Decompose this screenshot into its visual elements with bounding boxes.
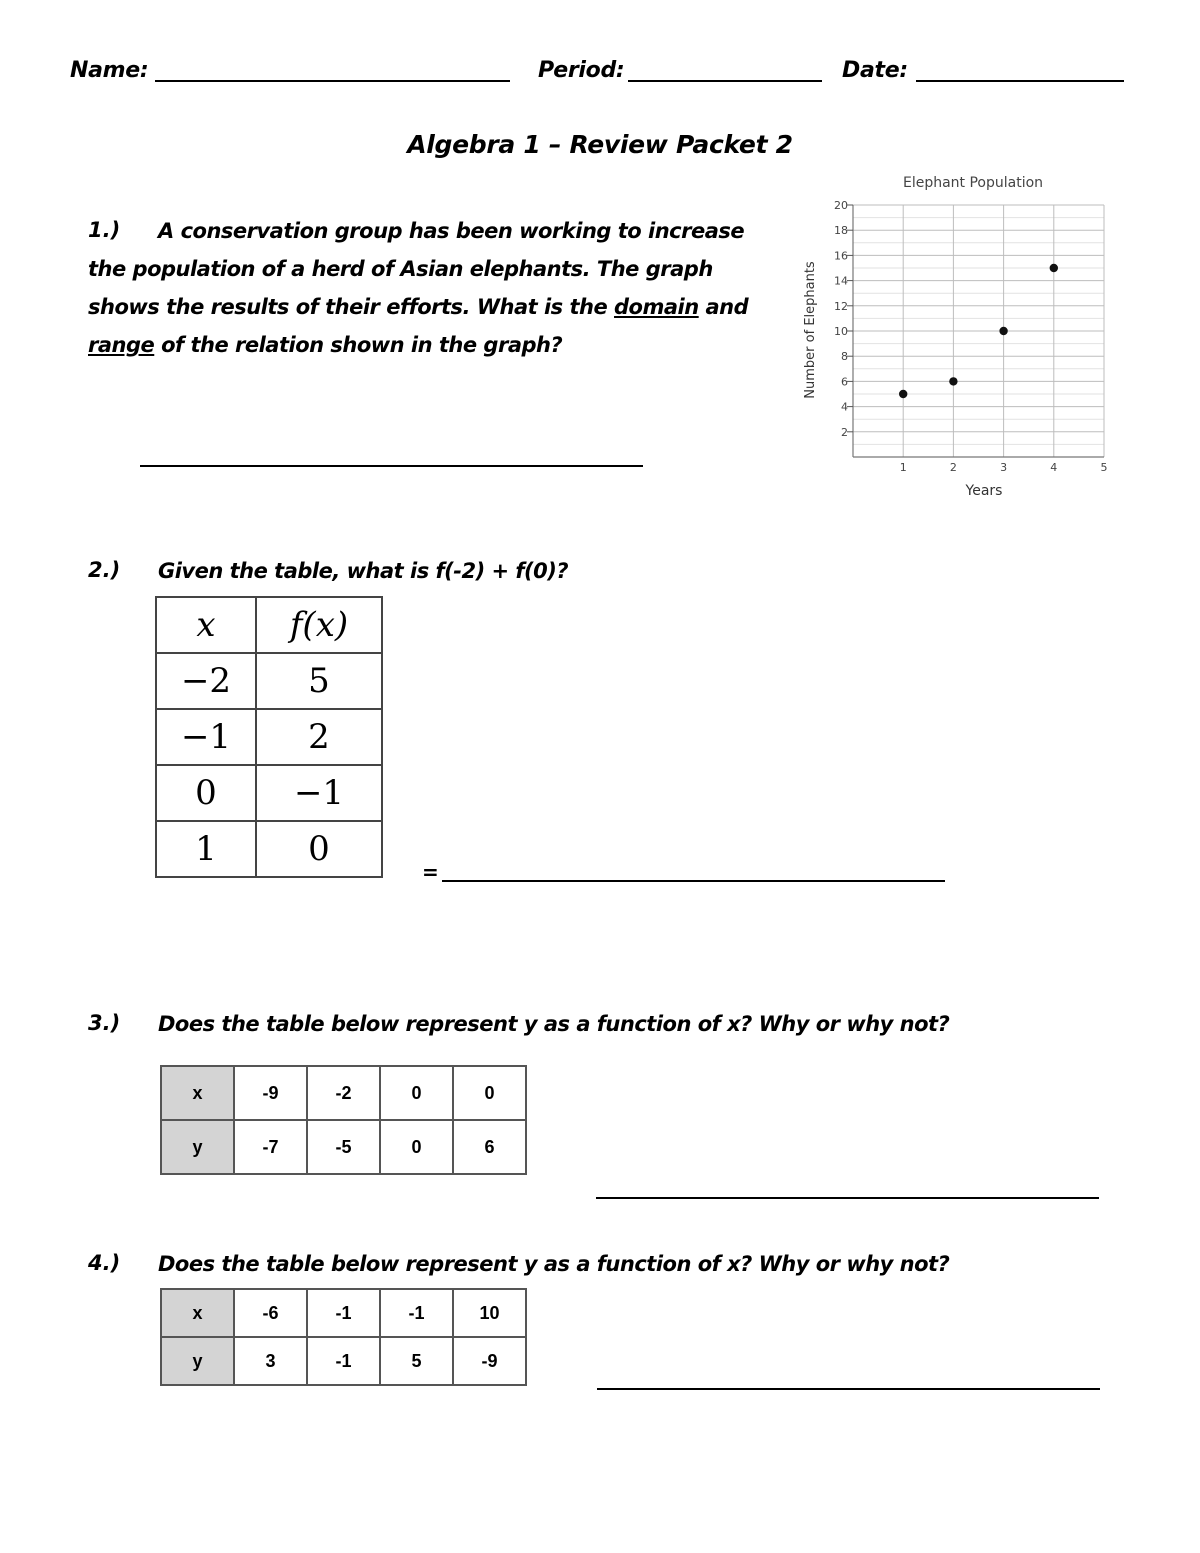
q2-cell-x: −1: [156, 709, 256, 765]
data-point: [949, 377, 957, 385]
y-tick-label: 18: [834, 224, 848, 238]
chart-title: Elephant Population: [902, 175, 1044, 191]
q4-x-cell: -1: [380, 1289, 453, 1337]
q2-equals: =: [422, 860, 439, 884]
q4-x-label: x: [161, 1289, 234, 1337]
chart-ylabel: Number of Elephants: [803, 261, 818, 399]
table-row: [156, 821, 382, 877]
x-tick-label: 1: [899, 461, 907, 474]
q3-y-cell: 6: [453, 1120, 526, 1174]
q2-cell-x: −2: [156, 653, 256, 709]
q2-number: 2.): [88, 558, 121, 582]
x-tick-label: 3: [1000, 461, 1008, 474]
q1-answer-line[interactable]: [140, 465, 643, 467]
q2-cell-fx: 5: [256, 653, 382, 709]
q4-y-cell: 5: [380, 1337, 453, 1385]
q4-x-cell: -1: [307, 1289, 380, 1337]
q3-y-cell: 0: [380, 1120, 453, 1174]
y-tick-label: 6: [841, 375, 848, 389]
q4-xy-table: [160, 1288, 527, 1386]
table-row: [161, 1289, 526, 1337]
q4-x-cell: -6: [234, 1289, 307, 1337]
q2-cell-x: 1: [156, 821, 256, 877]
q2-cell-fx: 2: [256, 709, 382, 765]
q4-number: 4.): [88, 1251, 121, 1275]
q3-x-cell: 0: [380, 1066, 453, 1120]
q2-function-table: [155, 596, 383, 878]
chart-grid: [853, 205, 1104, 457]
q4-x-cell: 10: [453, 1289, 526, 1337]
q3-x-cell: -9: [234, 1066, 307, 1120]
q4-y-cell: -9: [453, 1337, 526, 1385]
q3-x-cell: -2: [307, 1066, 380, 1120]
q3-y-cell: -5: [307, 1120, 380, 1174]
chart-xlabel: Years: [965, 483, 1003, 499]
table-row: [161, 1120, 526, 1174]
table-row: [156, 709, 382, 765]
q4-y-cell: 3: [234, 1337, 307, 1385]
y-tick-label: 20: [834, 199, 848, 212]
q4-answer-line[interactable]: [597, 1388, 1100, 1390]
table-row: [161, 1066, 526, 1120]
name-label: Name:: [70, 58, 149, 83]
q4-text: Does the table below represent y as a function of x? Why or why not?: [158, 1252, 950, 1276]
date-label: Date:: [842, 58, 908, 83]
y-tick-label: 2: [841, 425, 848, 439]
q3-x-cell: 0: [453, 1066, 526, 1120]
period-blank[interactable]: [628, 80, 822, 82]
chart-ticks: [834, 199, 1108, 474]
q3-y-cell: -7: [234, 1120, 307, 1174]
data-point: [1050, 264, 1058, 272]
x-tick-label: 5: [1100, 461, 1108, 474]
q2-header-x: x: [156, 597, 256, 653]
data-point: [899, 390, 907, 398]
q1-text: A conservation group has been working to increase the population of a herd of Asian elephants. The graph shows the results of their efforts. What is the domain and range of the relation shown in the graph?: [88, 219, 749, 357]
q4-y-cell: -1: [307, 1337, 380, 1385]
q2-cell-fx: 0: [256, 821, 382, 877]
q1-number: 1.): [88, 218, 121, 242]
x-tick-label: 4: [1050, 461, 1058, 474]
q3-x-label: x: [161, 1066, 234, 1120]
page-title: Algebra 1 – Review Packet 2: [407, 130, 793, 159]
q2-cell-x: 0: [156, 765, 256, 821]
q3-xy-table: [160, 1065, 527, 1175]
y-tick-label: 4: [841, 400, 848, 414]
table-row: [156, 653, 382, 709]
q1-range-word: range: [88, 333, 155, 357]
elephant-population-chart: [790, 168, 1120, 508]
q2-text: Given the table, what is f(-2) + f(0)?: [158, 559, 569, 583]
q3-y-label: y: [161, 1120, 234, 1174]
y-tick-label: 10: [834, 325, 848, 338]
q2-answer-line[interactable]: [442, 880, 945, 882]
q1-domain-word: domain: [614, 295, 699, 319]
q3-number: 3.): [88, 1011, 121, 1035]
table-row: [161, 1337, 526, 1385]
y-tick-label: 14: [834, 274, 848, 288]
data-point: [999, 327, 1007, 335]
table-row: [156, 765, 382, 821]
y-tick-label: 12: [834, 299, 848, 313]
y-tick-label: 16: [834, 249, 848, 263]
q4-y-label: y: [161, 1337, 234, 1385]
period-label: Period:: [538, 58, 625, 83]
q3-answer-line[interactable]: [596, 1197, 1099, 1199]
q2-header-fx: f(x): [256, 597, 382, 653]
y-tick-label: 8: [841, 350, 848, 364]
name-blank[interactable]: [155, 80, 510, 82]
date-blank[interactable]: [916, 80, 1124, 82]
q3-text: Does the table below represent y as a function of x? Why or why not?: [158, 1012, 950, 1036]
q2-cell-fx: −1: [256, 765, 382, 821]
x-tick-label: 2: [949, 461, 957, 474]
